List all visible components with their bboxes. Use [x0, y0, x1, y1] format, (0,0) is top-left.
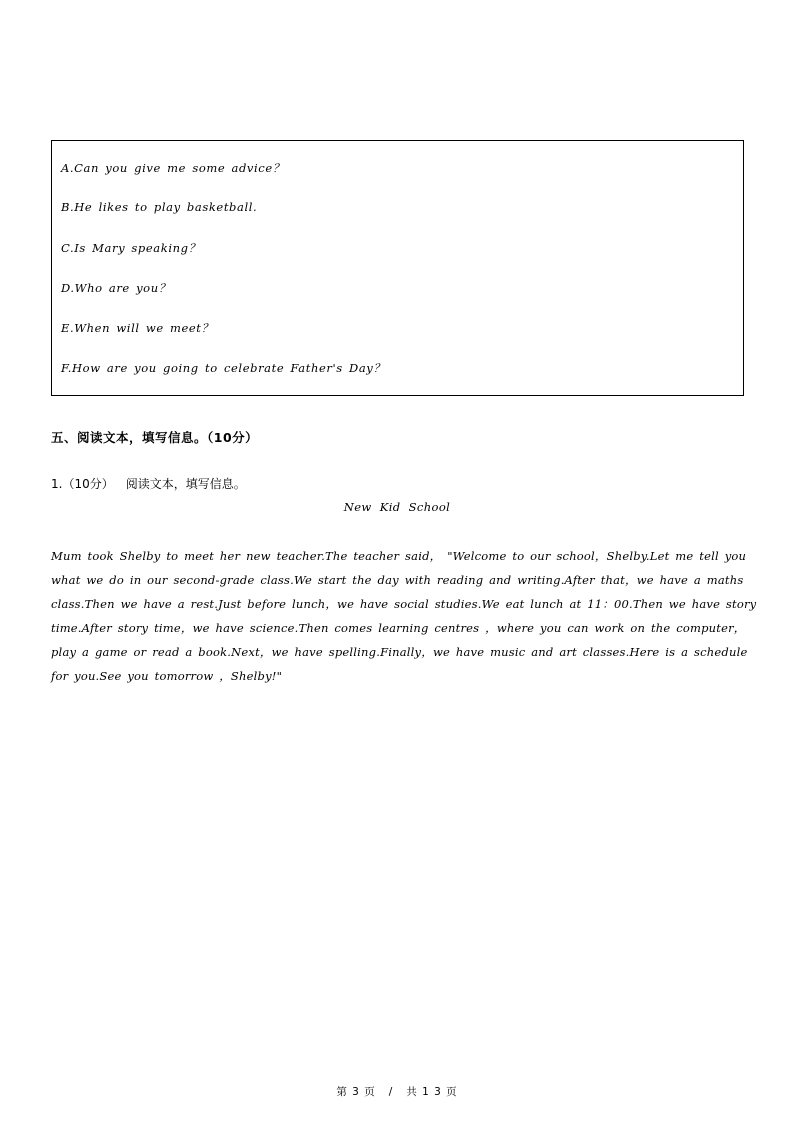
section-heading: 五、阅读文本，填写信息。（10分）: [51, 430, 259, 445]
option-a: A.Can you give me some advice？: [61, 161, 285, 175]
option-d: D.Who are you？: [61, 281, 171, 295]
passage-line: play a game or read a book.Next，we have spelling.Finally，we have music and art classes.Here is a schedule: [51, 645, 748, 659]
passage-line: time.After story time，we have science.Then comes learning centres ，where you can work on the computer，: [51, 621, 746, 635]
option-c: C.Is Mary speaking？: [61, 241, 201, 255]
question-instruction: 阅读文本，填写信息。: [125, 477, 246, 491]
passage-line: Mum took Shelby to meet her new teacher.The teacher said， "Welcome to our school，Shelby.Let me tell you: [51, 549, 747, 563]
question-number: 1.（10分）: [51, 477, 114, 491]
option-e: E.When will we meet？: [61, 321, 214, 335]
option-f: F.How are you going to celebrate Father's Day？: [61, 361, 386, 375]
passage-line: class.Then we have a rest.Just before lunch，we have social studies.We eat lunch at 11：00.Then we have story: [51, 597, 757, 611]
passage-line: what we do in our second-grade class.We start the day with reading and writing.After that，we have a maths: [51, 573, 744, 587]
answer-options-box: [51, 140, 744, 396]
option-b: B.He likes to play basketball.: [61, 200, 258, 214]
page-footer: 第 3 页 / 共 1 3 页: [336, 1086, 458, 1098]
passage-line: for you.See you tomorrow ，Shelby!": [51, 669, 283, 683]
question-header: [51, 475, 246, 492]
passage-title: New Kid School: [343, 500, 451, 514]
